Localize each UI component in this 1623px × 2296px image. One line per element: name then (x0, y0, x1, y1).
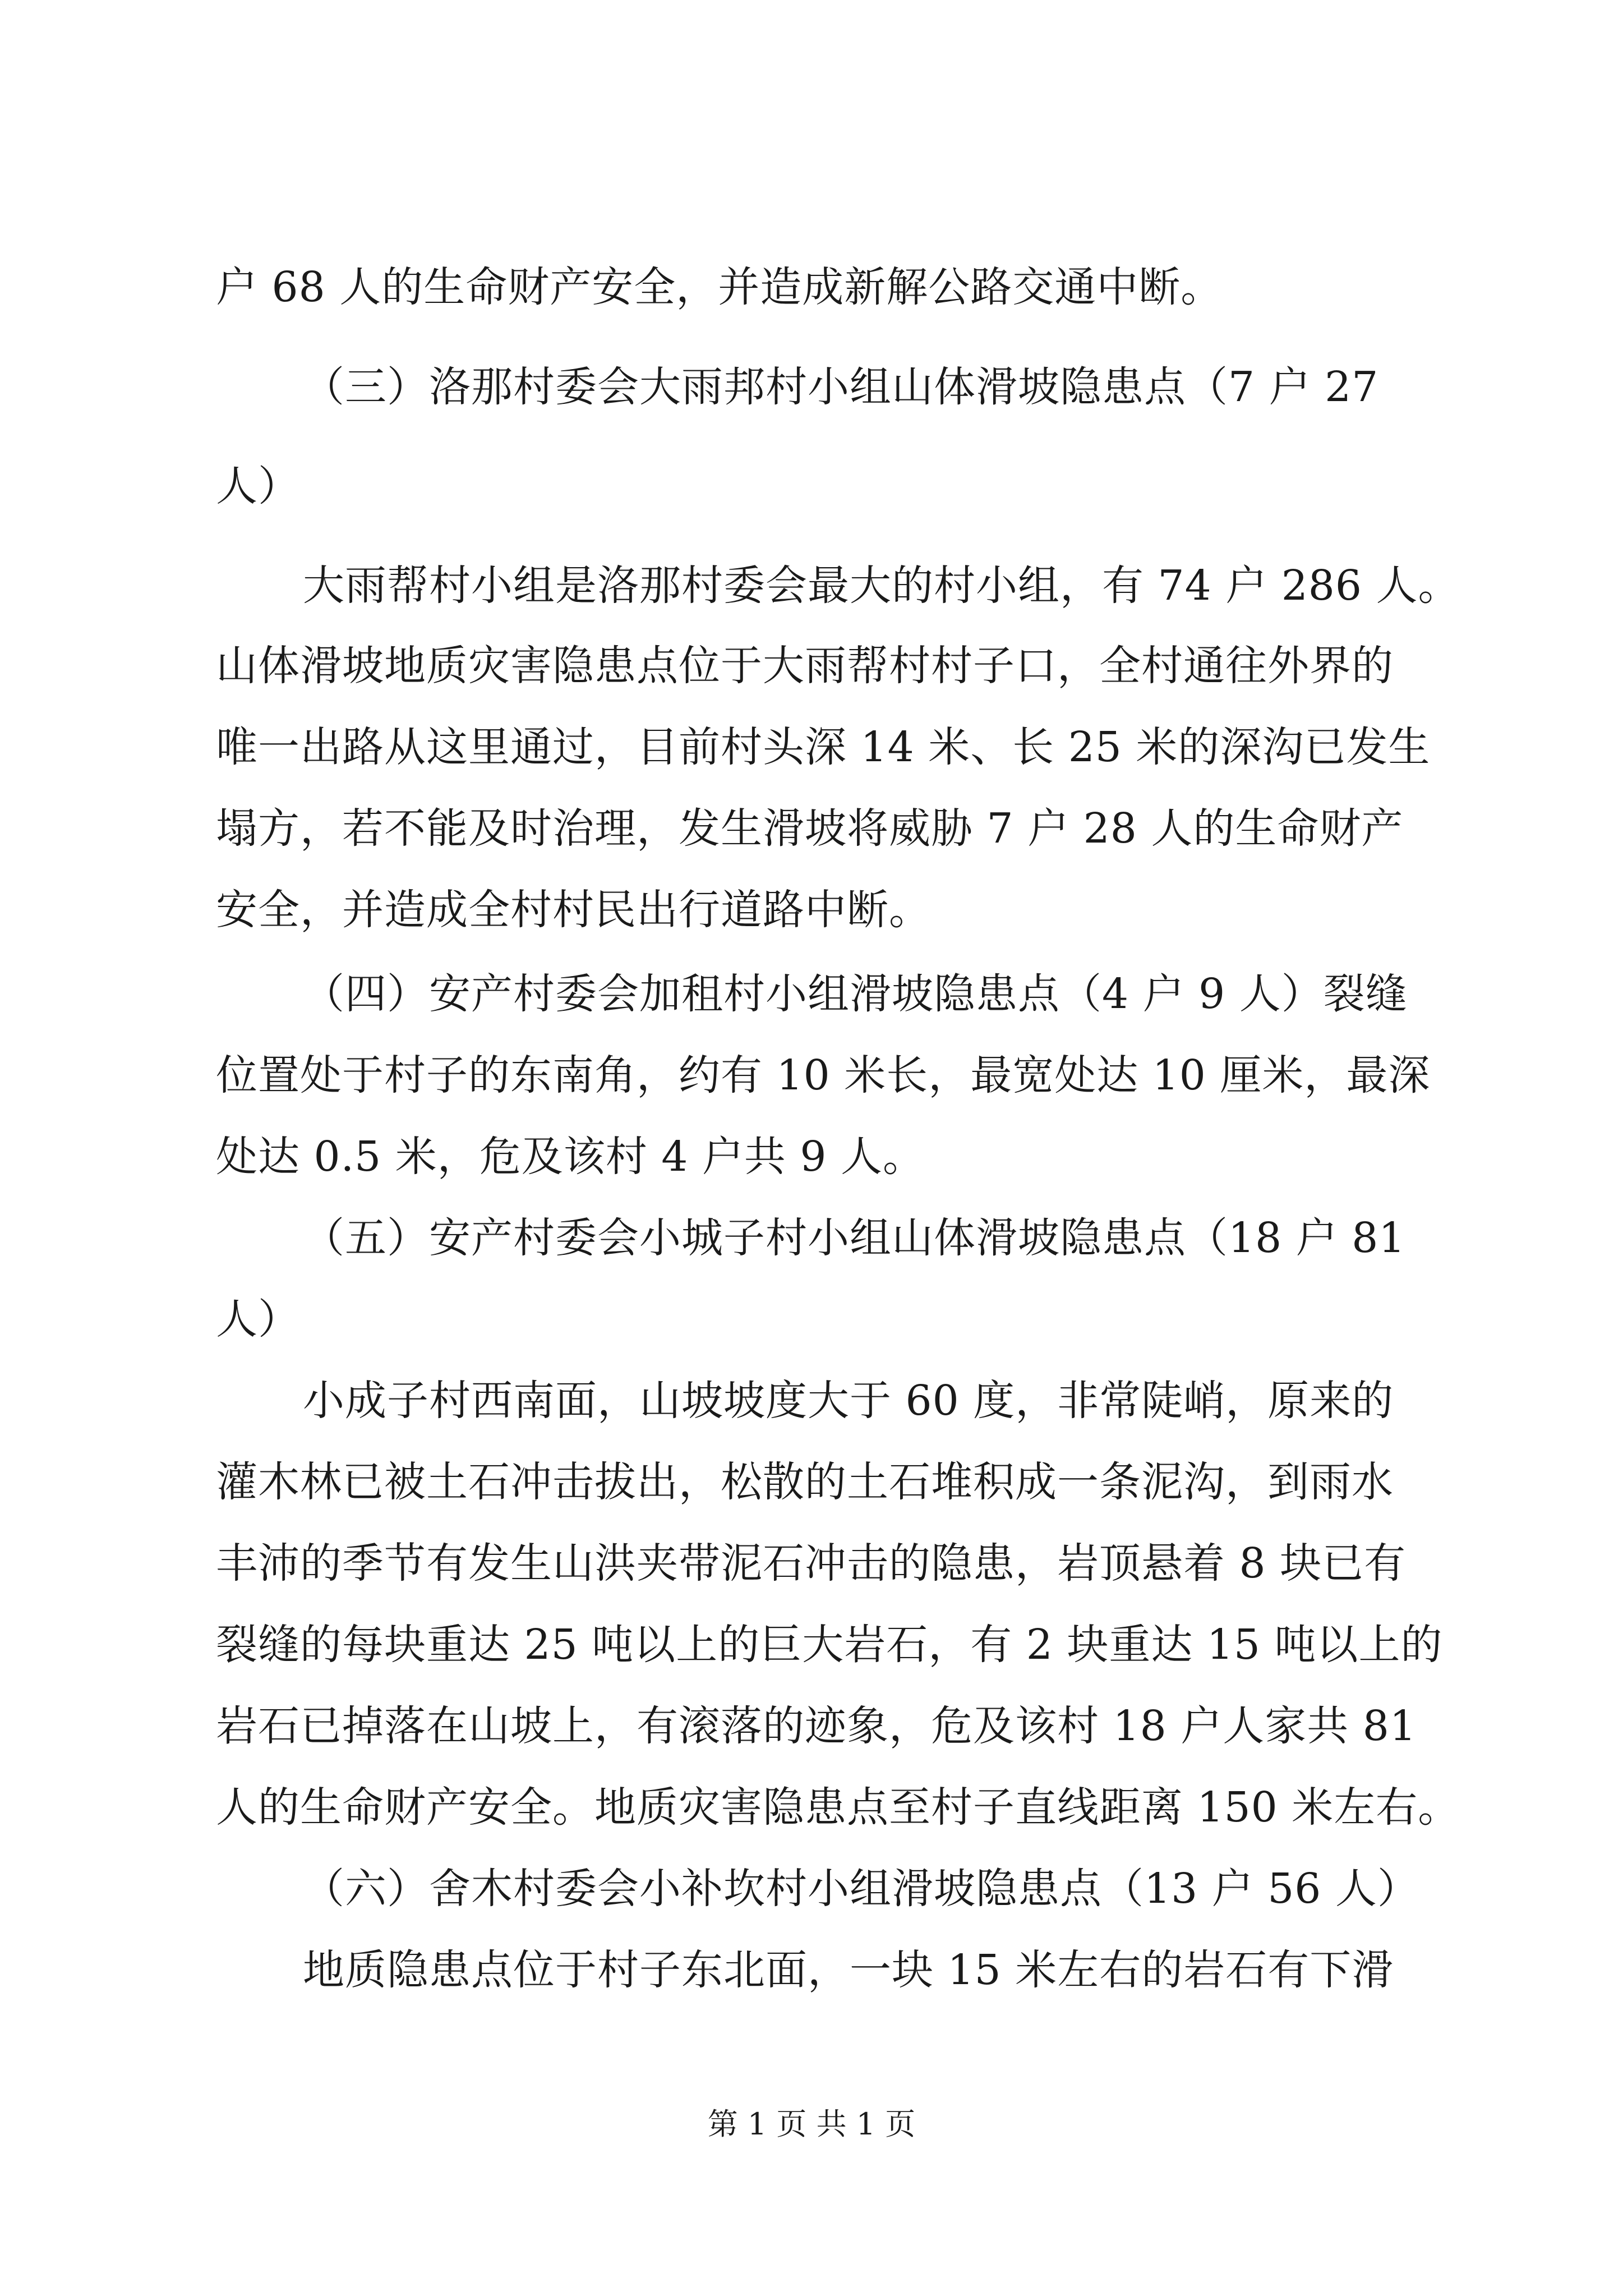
text-line: 大雨帮村小组是洛那村委会最大的村小组，有 74 户 286 人。 (303, 562, 1460, 610)
text-line: 岩石已掉落在山坡上，有滚落的迹象，危及该村 18 户人家共 81 (216, 1702, 1417, 1750)
text-line: 裂缝的每块重达 25 吨以上的巨大岩石，有 2 块重达 15 吨以上的 (216, 1621, 1443, 1669)
text-line: 唯一出路从这里通过，目前村头深 14 米、长 25 米的深沟已发生 (216, 723, 1431, 771)
text-line: 山体滑坡地质灾害隐患点位于大雨帮村村子口，全村通往外界的 (216, 642, 1394, 690)
text-line: 户 68 人的生命财产安全，并造成新解公路交通中断。 (216, 263, 1223, 311)
text-line: （三）洛那村委会大雨邦村小组山体滑坡隐患点（7 户 27 (303, 363, 1379, 411)
text-line: 安全，并造成全村村民出行道路中断。 (216, 886, 931, 934)
text-line: 灌木林已被土石冲击拔出，松散的土石堆积成一条泥沟，到雨水 (216, 1458, 1394, 1506)
text-line: 丰沛的季节有发生山洪夹带泥石冲击的隐患，岩顶悬着 8 块已有 (216, 1539, 1407, 1588)
page-number-footer: 第 1 页 共 1 页 (707, 2106, 916, 2142)
text-line: （六）舍木村委会小补坎村小组滑坡隐患点（13 户 56 人） (303, 1865, 1419, 1913)
text-line: 人） (216, 1295, 300, 1343)
text-line: 塌方，若不能及时治理，发生滑坡将威胁 7 户 28 人的生命财产 (216, 804, 1404, 853)
text-line: （五）安产村委会小城子村小组山体滑坡隐患点（18 户 81 (303, 1214, 1406, 1262)
text-line: 位置处于村子的东南角，约有 10 米长，最宽处达 10 厘米，最深 (216, 1051, 1431, 1099)
text-line: 人的生命财产安全。地质灾害隐患点至村子直线距离 150 米左右。 (216, 1783, 1460, 1832)
text-line: 人） (216, 462, 300, 510)
text-line: 小成子村西南面，山坡坡度大于 60 度，非常陡峭，原来的 (303, 1377, 1394, 1425)
text-line: 处达 0.5 米，危及该村 4 户共 9 人。 (216, 1133, 925, 1181)
text-line: 地质隐患点位于村子东北面，一块 15 米左右的岩石有下滑 (303, 1946, 1394, 1994)
text-line: （四）安产村委会加租村小组滑坡隐患点（4 户 9 人）裂缝 (303, 970, 1408, 1018)
